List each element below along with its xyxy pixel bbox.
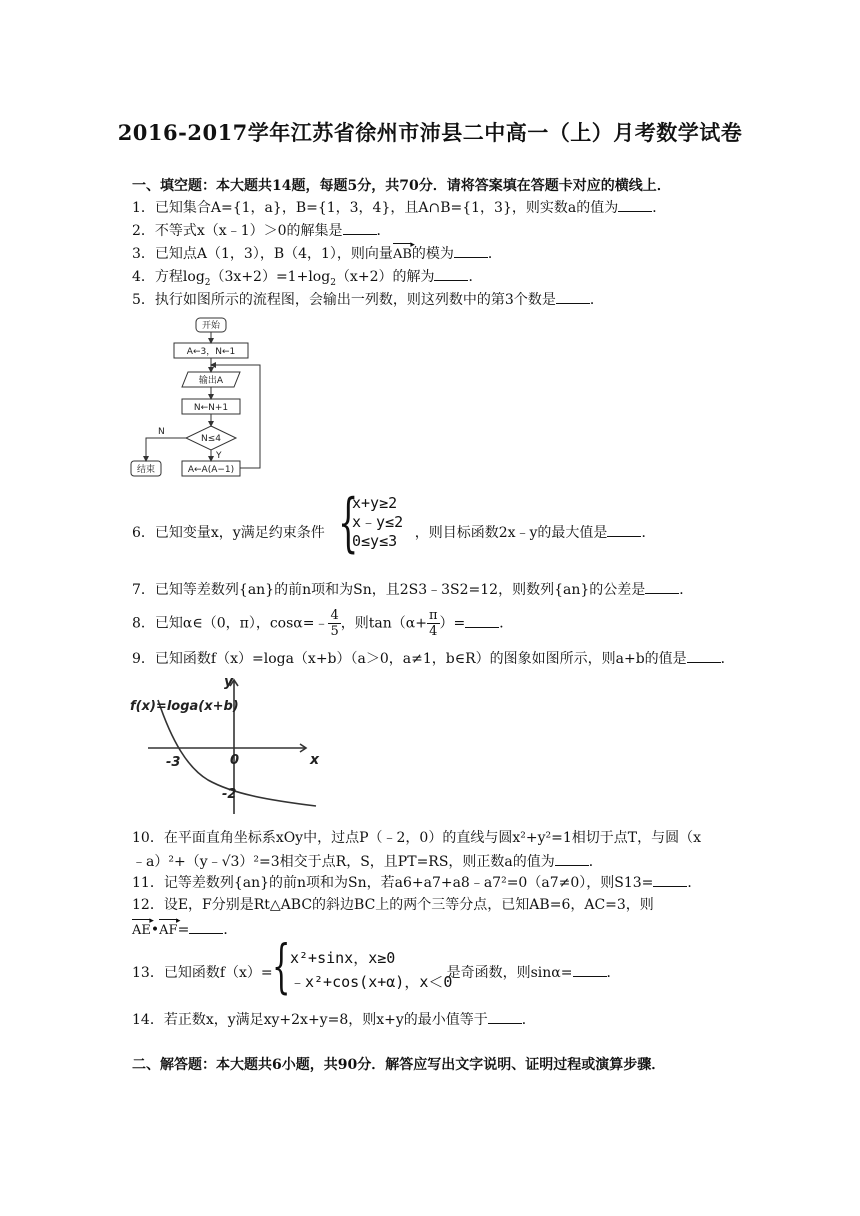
answer-blank[interactable] (653, 872, 687, 887)
q6-constraints: x+y≥2 x﹣y≤2 0≤y≤3 (352, 494, 404, 550)
answer-blank[interactable] (189, 919, 223, 934)
flow-output-label: 输出A (198, 376, 224, 386)
answer-blank[interactable] (607, 522, 641, 537)
flow-update-label: A←A(A−1) (187, 465, 235, 475)
fraction: $\frac{4}{5}$ (330, 608, 339, 639)
question-2: 2．不等式x（x﹣1）＞0的解集是 ． (132, 220, 391, 241)
question-12-line2: AE ▸•AF ▸= ． (132, 919, 237, 941)
vector-ae: AE ▸ (132, 921, 151, 941)
x-axis-label: x (310, 752, 320, 768)
question-12-line1: 12．设E，F分别是Rt△ABC的斜边BC上的两个三等分点，已知AB=6，AC=3，则 (132, 897, 654, 913)
question-5: 5．执行如图所示的流程图，会输出一列数，则这列数中的第3个数是 ． (132, 289, 604, 310)
q13-piecewise: x²+sinx，x≥0 ﹣x²+cos(x+α)，x＜0 (290, 949, 453, 991)
flow-yes-label: Y (216, 451, 222, 461)
y-axis-label: y (224, 674, 234, 690)
answer-blank[interactable] (434, 266, 468, 281)
log-function-graph (128, 672, 338, 820)
flowchart (128, 313, 278, 483)
vector-ab: AB ▸ (393, 245, 412, 265)
section-1-heading: 一、填空题：本大题共14题，每题5分，共70分．请将答案填在答题卡对应的横线上． (132, 178, 671, 194)
vector-af: AF ▸ (159, 921, 177, 941)
question-1: 1．已知集合A={1，a}，B={1，3，4}，且A∩B={1，3}，则实数a的值为 ． (132, 197, 666, 218)
tick-neg2: -2 (222, 787, 237, 802)
flow-init-label: A←3，N←1 (186, 347, 236, 357)
origin-label: 0 (230, 753, 240, 768)
answer-blank[interactable] (645, 579, 679, 594)
answer-blank[interactable] (488, 1009, 522, 1024)
section-2-heading: 二、解答题：本大题共6小题，共90分．解答应写出文字说明、证明过程或演算步骤． (132, 1057, 666, 1073)
answer-blank[interactable] (465, 613, 499, 628)
answer-blank[interactable] (687, 648, 721, 663)
answer-blank[interactable] (454, 243, 488, 258)
answer-blank[interactable] (343, 220, 377, 235)
graph-function-label: f(x)=loga(x+b) (130, 699, 239, 714)
answer-blank[interactable] (555, 851, 589, 866)
flow-start-label: 开始 (201, 321, 221, 331)
question-3: 3．已知点A（1，3），B（4，1），则向量AB ▸的模为 ． (132, 243, 502, 265)
page-title: 2016-2017学年江苏省徐州市沛县二中高一（上）月考数学试卷 (117, 120, 743, 145)
flow-no-label: N (158, 427, 165, 437)
flow-end-label: 结束 (136, 465, 156, 475)
answer-blank[interactable] (556, 289, 590, 304)
q6-brace: { (338, 486, 359, 560)
answer-blank[interactable] (618, 197, 652, 212)
question-6: 6．已知变量x，y满足约束条件 ，则目标函数2x﹣y的最大值是 ． (132, 522, 655, 543)
question-4: 4．方程$\log_2(3x+2)=1+\log_2(x+2)$的解为 ． (132, 266, 482, 293)
flow-inc-label: N←N+1 (193, 403, 229, 413)
flow-cond-label: N≤4 (201, 434, 221, 444)
question-11: 11．记等差数列{an}的前n项和为Sn，若a6+a7+a8﹣a7²=0（a7≠0），则S13= ． (132, 872, 701, 893)
q13-brace: { (272, 932, 291, 1000)
question-10-line1: 10．在平面直角坐标系xOy中，过点P（﹣2，0）的直线与圆x²+y²=1相切于点T，与圆（x (132, 830, 701, 846)
question-9: 9．已知函数f（x）=loga（x+b）（a＞0，a≠1，b∈R）的图象如图所示，则a+b的值是 ． (132, 648, 735, 669)
question-14: 14．若正数x，y满足xy+2x+y=8，则x+y的最小值等于 ． (132, 1009, 536, 1030)
question-8: 8．已知α∈（0，π），cosα=﹣ $\frac{4}{5}$ ，则tan（α+ $\frac{\pi}{4}$ ）= ． (132, 608, 514, 639)
question-7: 7．已知等差数列{an}的前n项和为Sn，且2S3﹣3S2=12，则数列{an}的公差是 ． (132, 579, 693, 600)
question-13: 13．已知函数f（x）= 是奇函数，则sinα= ． (132, 962, 621, 983)
question-10-line2: ﹣a）²+（y﹣√3）²=3相交于点R，S，且PT=RS，则正数a的值为 ． (132, 851, 603, 872)
answer-blank[interactable] (573, 962, 607, 977)
tick-neg3: -3 (166, 755, 181, 770)
fraction: $\frac{\pi}{4}$ (428, 608, 438, 639)
